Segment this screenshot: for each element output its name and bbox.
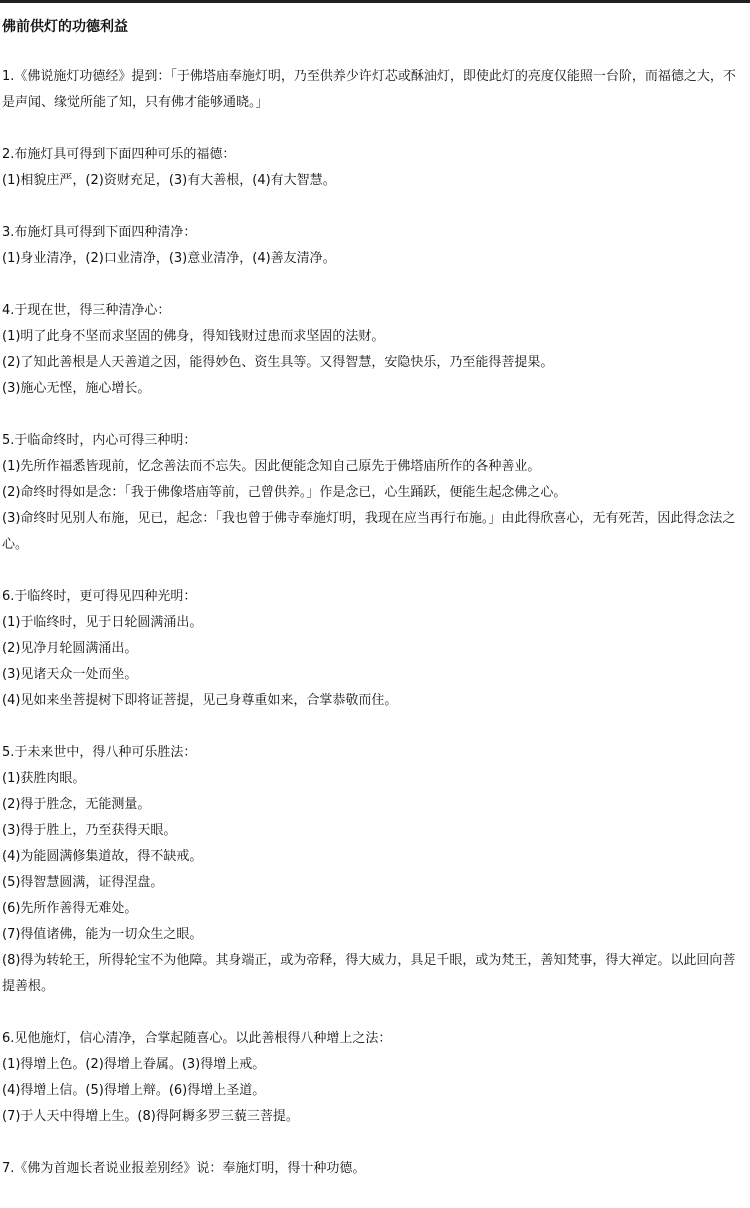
section-line: (1)身业清净，(2)口业清净，(3)意业清净，(4)善友清净。 xyxy=(2,251,336,266)
section-line: (5)得智慧圆满，证得涅盘。 xyxy=(2,875,164,890)
section-line: (1)明了此身不坚而求坚固的佛身，得知钱财过患而求坚固的法财。 xyxy=(2,329,385,344)
section-line: (8)得为转轮王，所得轮宝不为他障。其身端正，或为帝释，得大威力，具足千眼，或为梵王，善知梵事，得大禅定。以此回向菩提善根。 xyxy=(2,953,736,994)
section-heading: 5.于未来世中，得八种可乐胜法： xyxy=(2,745,197,760)
article-body xyxy=(2,14,748,1208)
section-line: (4)得增上信。(5)得增上辩。(6)得增上圣道。 xyxy=(2,1083,266,1098)
section-line: (7)得值诸佛，能为一切众生之眼。 xyxy=(2,927,203,942)
section-line: (2)命终时得如是念：「我于佛像塔庙等前，己曾供养。」作是念已，心生踊跃，便能生起念佛之心。 xyxy=(2,485,567,500)
top-border xyxy=(0,0,750,3)
section-line: (6)先所作善得无难处。 xyxy=(2,901,138,916)
section-heading: 2.布施灯具可得到下面四种可乐的福德： xyxy=(2,147,236,162)
section-line: (2)得于胜念，无能测量。 xyxy=(2,797,151,812)
section-heading: 6.见他施灯，信心清净，合掌起随喜心。以此善根得八种增上之法： xyxy=(2,1031,392,1046)
section-line: (1)先所作福悉皆现前，忆念善法而不忘失。因此便能念知自己原先于佛塔庙所作的各种善业。 xyxy=(2,459,541,474)
section-line: (3)见诸天众一处而坐。 xyxy=(2,667,138,682)
section-heading: 7.《佛为首迦长者说业报差别经》说：奉施灯明，得十种功德。 xyxy=(2,1161,366,1176)
section-heading: 3.布施灯具可得到下面四种清净： xyxy=(2,225,197,240)
section-line: (1)获胜肉眼。 xyxy=(2,771,86,786)
sections-container xyxy=(2,64,748,1182)
section-heading: 6.于临终时，更可得见四种光明： xyxy=(2,589,197,604)
section-line: (1)于临终时，见于日轮圆满涌出。 xyxy=(2,615,203,630)
section xyxy=(2,1156,748,1182)
section xyxy=(2,584,748,714)
section xyxy=(2,740,748,1000)
section-line: (4)见如来坐菩提树下即将证菩提，见己身尊重如来，合掌恭敬而住。 xyxy=(2,693,398,708)
section-line: (4)为能圆满修集道故，得不缺戒。 xyxy=(2,849,203,864)
section-heading: 5.于临命终时，内心可得三种明： xyxy=(2,433,197,448)
section xyxy=(2,428,748,558)
section-line: (1)得增上色。(2)得增上眷属。(3)得增上戒。 xyxy=(2,1057,266,1072)
section-line: (2)了知此善根是人天善道之因，能得妙色、资生具等。又得智慧，安隐快乐，乃至能得菩提果。 xyxy=(2,355,554,370)
section-heading: 1.《佛说施灯功德经》提到：「于佛塔庙奉施灯明，乃至供养少许灯芯或酥油灯，即使此灯的亮度仅能照一台阶，而福德之大，不是声闻、缘觉所能了知，只有佛才能够通晓。」 xyxy=(2,69,736,110)
article-title: 佛前供灯的功德利益 xyxy=(2,19,128,35)
section xyxy=(2,142,748,194)
section-line: (1)相貌庄严，(2)资财充足，(3)有大善根，(4)有大智慧。 xyxy=(2,173,336,188)
section xyxy=(2,1026,748,1130)
section-line: (3)施心无悭，施心增长。 xyxy=(2,381,151,396)
section-line: (3)得于胜上，乃至获得天眼。 xyxy=(2,823,177,838)
section-line: (3)命终时见别人布施，见已，起念：「我也曾于佛寺奉施灯明，我现在应当再行布施。」由此得欣喜心，无有死苦，因此得念法之心。 xyxy=(2,511,736,552)
section-heading: 4.于现在世，得三种清净心： xyxy=(2,303,171,318)
section xyxy=(2,298,748,402)
section xyxy=(2,220,748,272)
section xyxy=(2,64,748,116)
section-line: (2)见净月轮圆满涌出。 xyxy=(2,641,138,656)
section-line: (7)于人天中得增上生。(8)得阿耨多罗三藐三菩提。 xyxy=(2,1109,299,1124)
